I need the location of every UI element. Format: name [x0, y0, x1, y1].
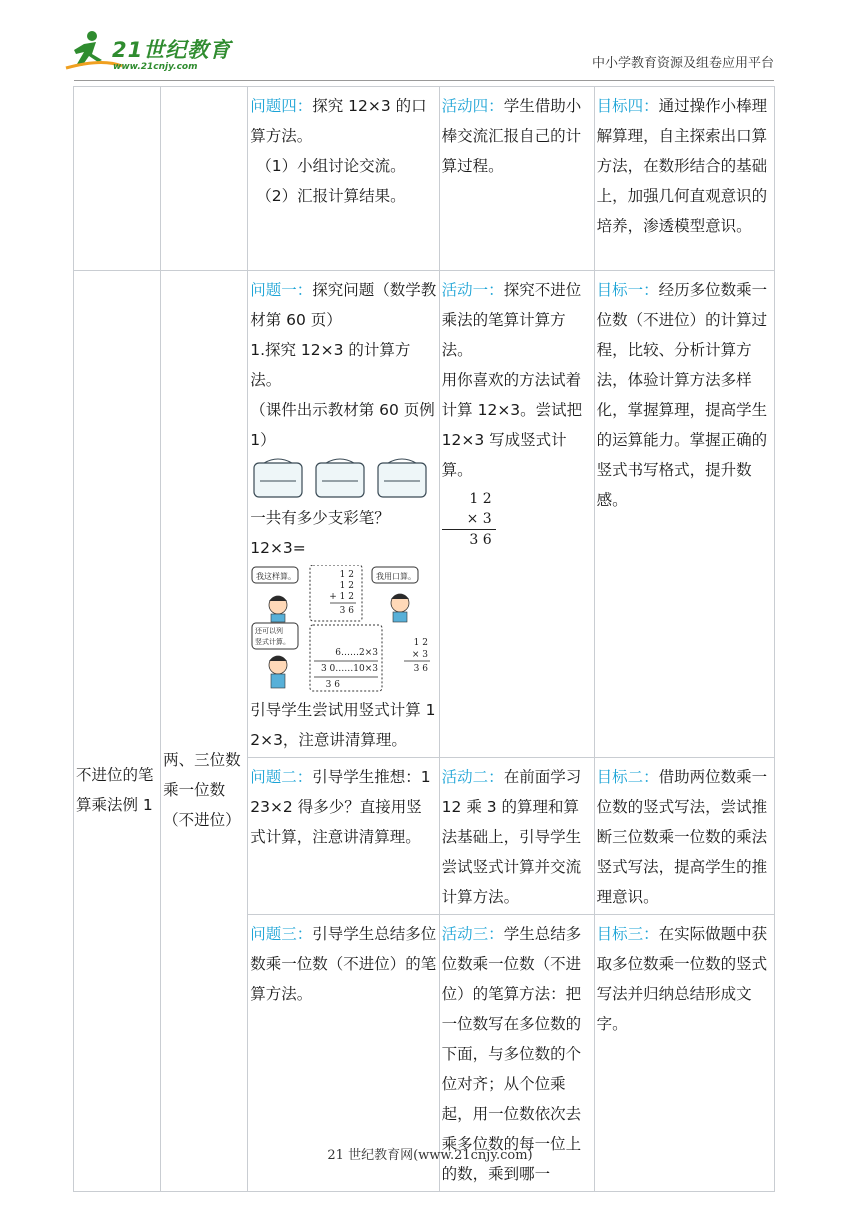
partial-result: 3 6	[325, 680, 341, 690]
equation-text: 12×3=	[250, 539, 306, 557]
activity-cell	[439, 271, 594, 758]
activity-label: 活动四：	[441, 97, 504, 115]
problem-cell	[248, 87, 439, 271]
final-row: 3 6	[413, 664, 429, 674]
activity-label: 活动二：	[441, 768, 504, 786]
bubble-text: 我用口算。	[376, 572, 417, 581]
vertical-calculation	[442, 489, 496, 550]
add-digit: 1 2	[339, 570, 355, 580]
goal-label: 目标二：	[596, 768, 659, 786]
problem-line: （课件出示教材第 60 页例 1）	[250, 401, 435, 449]
bubble-text: 我这样算。	[256, 572, 297, 581]
problem-line: 1.探究 12×3 的计算方法。	[250, 341, 411, 389]
topic-cell: 不进位的笔算乘法例 1	[74, 271, 161, 1192]
problem-step: （2）汇报计算结果。	[256, 187, 406, 205]
problem-label: 问题二：	[250, 768, 313, 786]
goal-label: 目标四：	[596, 97, 659, 115]
svg-text:竖式计算。: 竖式计算。	[255, 638, 291, 646]
goal-cell	[594, 87, 774, 271]
activity-label: 活动三：	[441, 925, 504, 943]
question-text: 一共有多少支彩笔？	[250, 509, 390, 527]
activity-cell	[439, 758, 594, 915]
add-digit: 3 6	[339, 606, 355, 616]
problem-text: 引导学生总结多位数乘一位数（不进位）的笔算方法。	[250, 925, 437, 1003]
logo-text: 21世纪教育	[112, 38, 232, 62]
problem-cell	[248, 271, 439, 758]
goal-cell	[594, 271, 774, 758]
table-row	[74, 87, 775, 271]
vertical-top: 1 2	[469, 491, 492, 507]
partial-product: 3 0……10×3	[321, 664, 379, 674]
activity-cell	[439, 87, 594, 271]
problem-label: 问题四：	[250, 97, 313, 115]
content-cell-empty	[161, 87, 248, 271]
problem-step: （1）小组讨论交流。	[256, 157, 406, 175]
problem-text: 引导学生推想：123×2 得多少？直接用竖式计算，注意讲清算理。	[250, 768, 431, 846]
problem-text: 探究问题（数学教材第 60 页）	[250, 281, 437, 329]
final-row: 1 2	[413, 638, 429, 648]
vertical-multiplier: × 3	[442, 509, 496, 530]
lesson-table	[73, 86, 775, 1192]
goal-text: 通过操作小棒理解算理，自主探索出口算方法，在数形结合的基础上，加强几何直观意识的培养，渗透模型意识。	[596, 97, 768, 235]
problem-label: 问题一：	[250, 281, 313, 299]
goal-cell	[594, 758, 774, 915]
page-header	[0, 0, 860, 82]
final-row: × 3	[412, 650, 429, 660]
vertical-result: 3 6	[469, 532, 492, 548]
problem-text: 探究 12×3 的口算方法。	[250, 97, 427, 145]
kids-calculation-illustration	[250, 565, 435, 693]
goal-text: 借助两位数乘一位数的竖式写法，尝试推断三位数乘一位数的乘法竖式写法，提高学生的推理意识。	[596, 768, 768, 906]
problem-cell	[248, 758, 439, 915]
logo-url: www.21cnjy.com	[113, 62, 198, 72]
activity-text: 在前面学习 12 乘 3 的算理和算法基础上，引导学生尝试竖式计算并交流计算方法。	[441, 768, 582, 906]
page-footer: 21 世纪教育网(www.21cnjy.com)	[327, 1148, 533, 1163]
site-name: 中小学教育资源及组卷应用平台	[591, 56, 774, 71]
header-divider	[74, 80, 774, 81]
add-digit: + 1 2	[329, 592, 355, 602]
goal-text: 经历多位数乘一位数（不进位）的计算过程，比较、分析计算方法，体验计算方法多样化，掌握算理，提高学生的运算能力。掌握正确的竖式书写格式，提升数感。	[596, 281, 768, 509]
add-digit: 1 2	[339, 581, 355, 591]
topic-cell-empty	[74, 87, 161, 271]
table-row	[74, 271, 775, 758]
pencil-boxes-illustration	[250, 457, 435, 501]
goal-label: 目标一：	[596, 281, 659, 299]
content-cell: 两、三位数乘一位数（不进位）	[161, 271, 248, 1192]
goal-text: 在实际做题中获取多位数乘一位数的竖式写法并归纳总结形成文字。	[596, 925, 768, 1033]
activity-label: 活动一：	[441, 281, 504, 299]
activity-line: 用你喜欢的方法试着计算 12×3。尝试把 12×3 写成竖式计算。	[441, 371, 583, 479]
svg-text:还可以列: 还可以列	[255, 627, 284, 635]
guide-text: 引导学生尝试用竖式计算 12×3，注意讲清算理。	[250, 701, 436, 749]
activity-text: 探究不进位乘法的笔算计算方法。	[441, 281, 582, 359]
goal-label: 目标三：	[596, 925, 659, 943]
activity-text: 学生借助小棒交流汇报自己的计算过程。	[441, 97, 582, 175]
partial-product: 6……2×3	[335, 648, 379, 658]
problem-label: 问题三：	[250, 925, 313, 943]
activity-text: 学生总结多位数乘一位数（不进位）的笔算方法：把一位数写在多位数的下面，与多位数的个位对齐；从个位乘起，用一位数依次去乘多位数的每一位上的数，乘到哪一	[441, 925, 582, 1183]
